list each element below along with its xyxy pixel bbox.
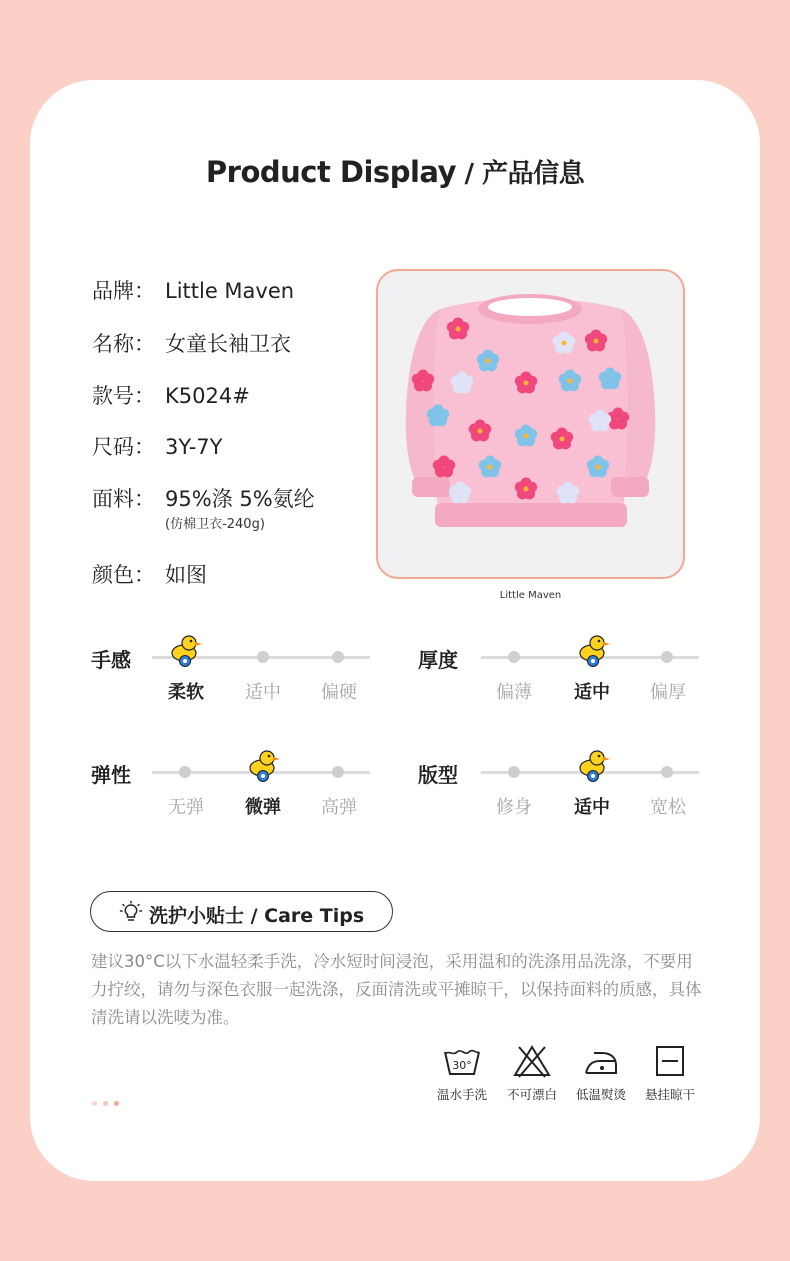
care-symbol-label: 低温熨烫 — [575, 1087, 626, 1102]
attr-dot — [661, 766, 673, 778]
spec-row-brand — [92, 275, 294, 305]
attr-option: 修身 — [496, 797, 532, 818]
attr-label-feel: 手感 — [91, 648, 131, 672]
duck-marker-icon — [577, 632, 611, 668]
spec-value: Little Maven — [165, 279, 295, 303]
indicator-dot — [103, 1101, 108, 1106]
care-symbol-iron — [565, 1043, 637, 1103]
attr-dot — [508, 766, 520, 778]
attr-option: 微弹 — [245, 797, 281, 818]
product-photo — [376, 269, 685, 579]
duck-marker-icon — [247, 747, 281, 783]
spec-value: 95%涤 5%氨纶 — [165, 487, 315, 511]
spec-row-name — [92, 328, 291, 358]
page-indicator-dots — [92, 1091, 125, 1110]
attr-label-thickness: 厚度 — [418, 648, 458, 672]
duck-marker-icon — [577, 747, 611, 783]
spec-row-color — [92, 559, 207, 589]
title-cn: 产品信息 — [482, 159, 585, 189]
fabric-note: (仿棉卫衣-240g) — [165, 517, 265, 532]
page-title — [0, 153, 790, 190]
attr-dot — [661, 651, 673, 663]
spec-label: 名称： — [92, 332, 155, 356]
spec-value: 3Y-7Y — [165, 435, 223, 459]
spec-value: 如图 — [165, 563, 207, 587]
attr-dot — [332, 651, 344, 663]
care-symbol-bleach — [496, 1043, 568, 1103]
care-instructions: 建议30°C以下水温轻柔手洗，冷水短时间浸泡，采用温和的洗涤用品洗涤，不要用力拧绞，请勿与深色衣服一起洗涤，反面清洗或平摊晾干，以保持面料的质感，具体清洗请以洗唛为准。 — [91, 952, 702, 1027]
title-sep: / — [455, 159, 483, 189]
attr-option: 偏厚 — [650, 682, 686, 703]
attr-option: 柔软 — [168, 682, 204, 703]
no-bleach-icon — [511, 1043, 553, 1079]
care-symbol-dry — [634, 1043, 706, 1103]
attr-option: 无弹 — [168, 797, 204, 818]
care-symbol-wash — [426, 1043, 498, 1103]
duck-marker-icon — [169, 632, 203, 668]
attr-option: 偏薄 — [496, 682, 532, 703]
lightbulb-icon — [119, 900, 143, 924]
spec-value: 女童长袖卫衣 — [165, 332, 291, 356]
wash-temp-label: 30° — [452, 1059, 472, 1072]
spec-label: 尺码： — [92, 435, 155, 459]
sweatshirt-image — [378, 271, 683, 577]
spec-row-style-no — [92, 380, 250, 410]
spec-label: 颜色： — [92, 563, 155, 587]
indicator-dot — [114, 1101, 119, 1106]
care-tips-label: 洗护小贴士 / Care Tips — [149, 905, 365, 927]
photo-caption: Little Maven — [499, 590, 562, 601]
attr-option: 偏硬 — [321, 682, 357, 703]
spec-value: K5024# — [165, 384, 250, 408]
low-iron-icon — [580, 1043, 622, 1079]
spec-row-fabric — [92, 483, 315, 513]
attr-label-elasticity: 弹性 — [91, 763, 131, 787]
spec-label: 品牌： — [92, 279, 155, 303]
title-en: Product Display — [205, 155, 456, 189]
care-tips-pill — [90, 891, 393, 932]
attr-option: 宽松 — [650, 797, 686, 818]
attr-dot — [179, 766, 191, 778]
attr-option: 适中 — [574, 682, 610, 703]
attr-option: 适中 — [245, 682, 281, 703]
spec-row-size — [92, 431, 222, 461]
spec-label: 款号： — [92, 384, 155, 408]
wash-30-icon — [441, 1043, 483, 1079]
attr-dot — [257, 651, 269, 663]
care-symbol-label: 温水手洗 — [436, 1087, 487, 1102]
attr-option: 适中 — [574, 797, 610, 818]
care-symbol-label: 悬挂晾干 — [644, 1087, 695, 1102]
attr-dot — [332, 766, 344, 778]
care-symbol-label: 不可漂白 — [506, 1087, 557, 1102]
attr-option: 高弹 — [321, 797, 357, 818]
indicator-dot — [92, 1101, 97, 1106]
attr-label-fit: 版型 — [418, 763, 458, 787]
hang-dry-icon — [649, 1043, 691, 1079]
spec-label: 面料： — [92, 487, 155, 511]
attr-dot — [508, 651, 520, 663]
